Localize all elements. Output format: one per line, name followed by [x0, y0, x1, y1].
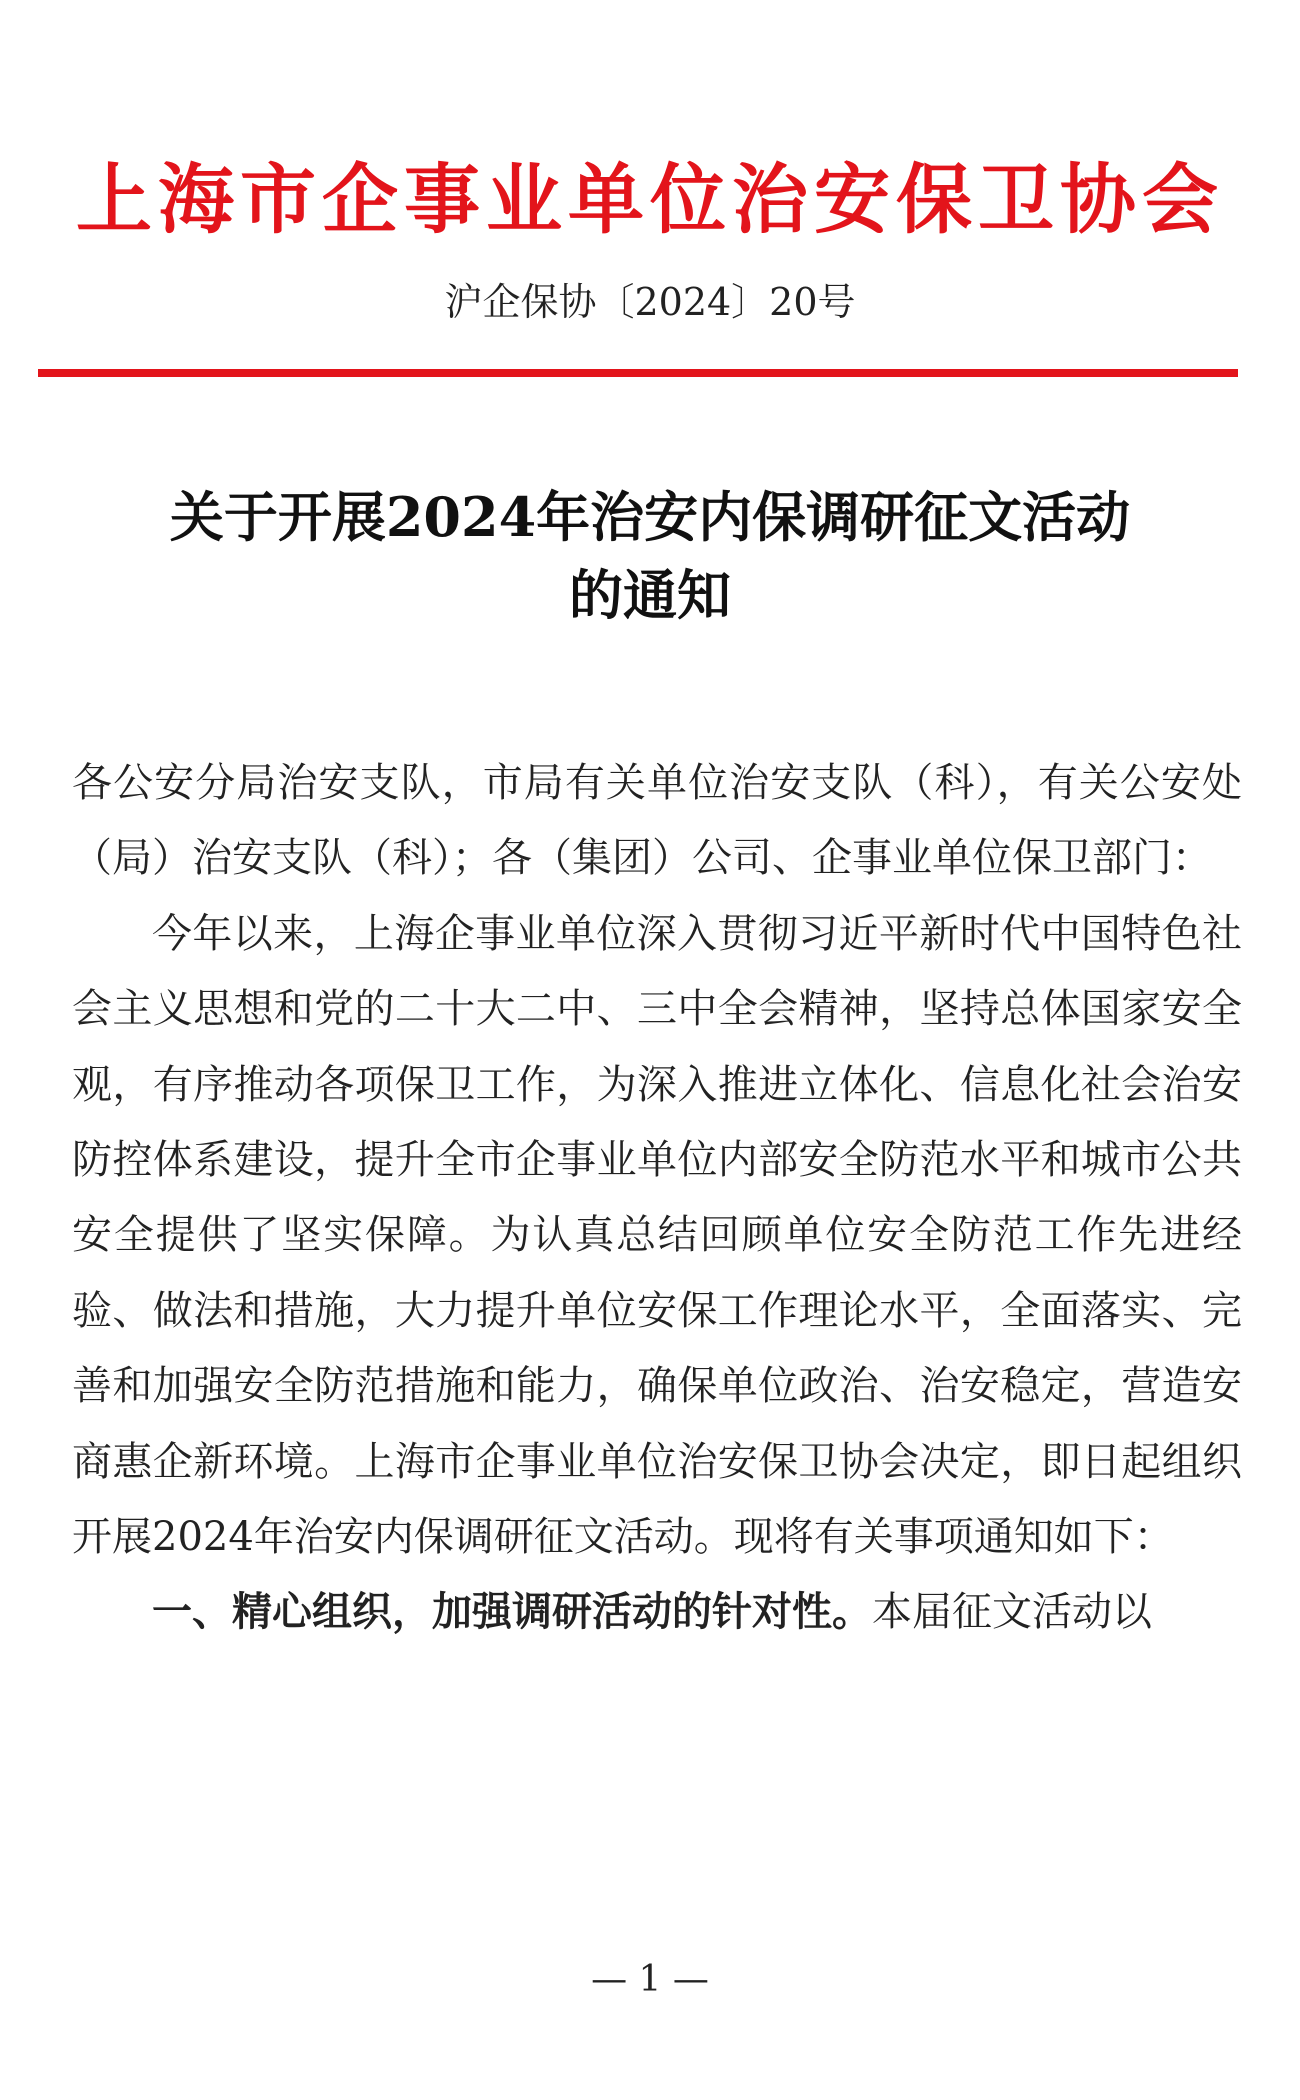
section-1-heading: 一、精心组织，加强调研活动的针对性。: [152, 1589, 872, 1636]
organization-title: 上海市企事业单位治安保卫协会: [76, 155, 1224, 244]
red-header-rule: [38, 369, 1238, 377]
notice-title-line-1: 关于开展2024年治安内保调研征文活动: [169, 485, 1131, 549]
notice-title: [0, 478, 1300, 634]
page-number: — 1 —: [591, 1959, 709, 2000]
document-number: 沪企保协〔2024〕20号: [444, 280, 856, 324]
notice-body: [72, 746, 1242, 1651]
section-1-paragraph: [72, 1575, 1242, 1650]
section-1-text: 本届征文活动以: [872, 1589, 1152, 1636]
body-paragraph-1: 今年以来，上海企事业单位深入贯彻习近平新时代中国特色社会主义思想和党的二十大二中、三中全会精神，坚持总体国家安全观，有序推动各项保卫工作，为深入推进立体化、信息化社会治安防控体系建设，提升全市企事业单位内部安全防范水平和城市公共安全提供了坚实保障。为认真总结回顾单位安全防范工作先进经验、做法和措施，大力提升单位安保工作理论水平，全面落实、完善和加强安全防范措施和能力，确保单位政治、治安稳定，营造安商惠企新环境。上海市企事业单位治安保卫协会决定，即日起组织开展2024年治安内保调研征文活动。现将有关事项通知如下：: [72, 910, 1242, 1561]
notice-title-line-2: 的通知: [569, 563, 731, 627]
addressees-paragraph: 各公安分局治安支队，市局有关单位治安支队（科），有关公安处（局）治安支队（科）；各（集团）公司、企事业单位保卫部门：: [72, 760, 1242, 882]
